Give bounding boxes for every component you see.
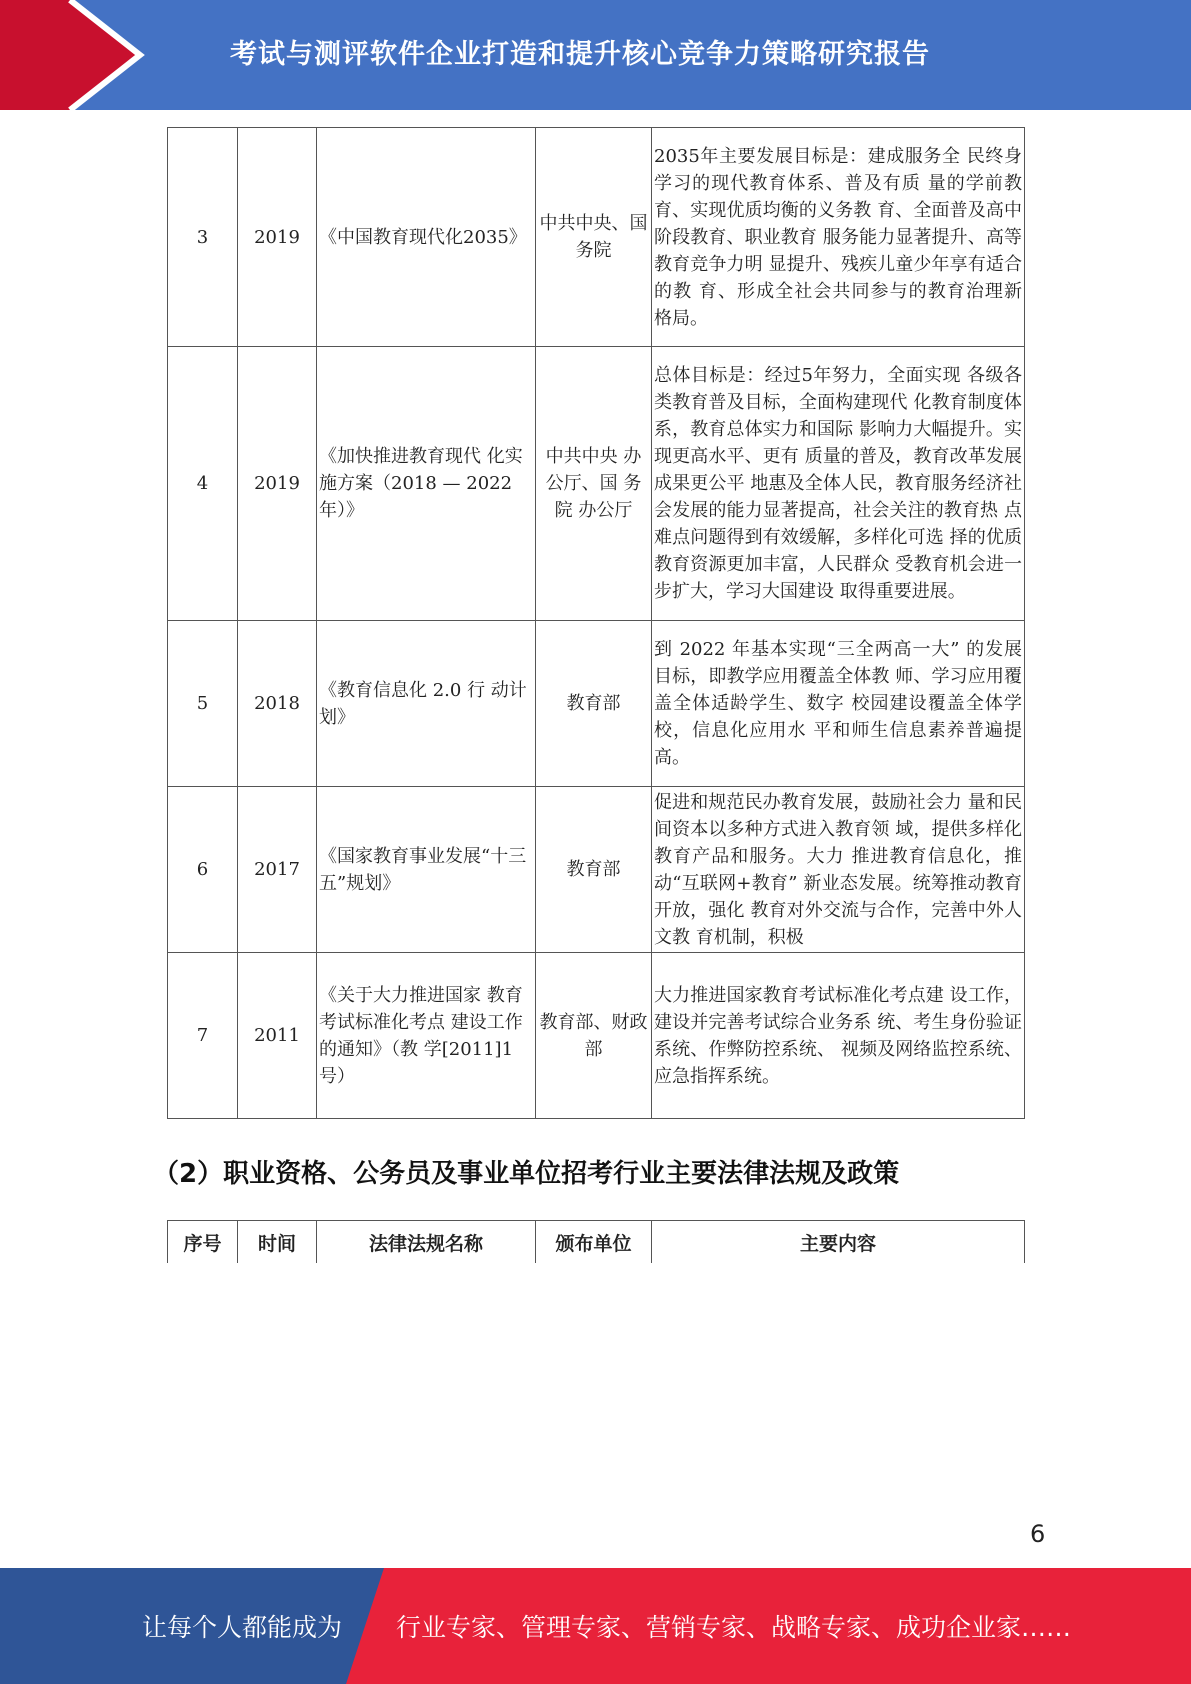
page-number: 6 xyxy=(1030,1520,1046,1548)
column-header-name: 法律法规名称 xyxy=(317,1221,536,1264)
table-row xyxy=(168,621,1025,787)
policy-name: 《教育信息化 2.0 行 动计划》 xyxy=(317,621,536,787)
policy-issuer: 中共中央 办公厅、国 务院 办公厅 xyxy=(536,347,652,621)
report-title: 考试与测评软件企业打造和提升核心竞争力策略研究报告 xyxy=(230,39,930,70)
row-year: 2019 xyxy=(238,347,317,621)
policy-content: 到 2022 年基本实现“三全两高一大” 的发展目标，即教学应用覆盖全体教 师、学习应用覆盖全体适龄学生、数字 校园建设覆盖全体学校，信息化应用水 平和师生信息素养普遍提高。 xyxy=(652,621,1025,787)
policy-name: 《加快推进教育现代 化实施方案（2018 — 2022年）》 xyxy=(317,347,536,621)
policy-issuer: 教育部、财政部 xyxy=(536,953,652,1119)
row-number: 7 xyxy=(168,953,238,1119)
column-header-issuer: 颁布单位 xyxy=(536,1221,652,1264)
row-number: 3 xyxy=(168,128,238,347)
footer-slogan-left: 让每个人都能成为 xyxy=(142,1613,343,1642)
table-row xyxy=(168,953,1025,1119)
table-row xyxy=(168,347,1025,621)
footer-slogan-right: 行业专家、管理专家、营销专家、战略专家、成功企业家…… xyxy=(396,1613,1072,1642)
header-row xyxy=(168,1221,1025,1264)
row-year: 2018 xyxy=(238,621,317,787)
page-footer xyxy=(0,1568,1191,1684)
law-policy-table-header xyxy=(167,1220,1025,1263)
row-year: 2011 xyxy=(238,953,317,1119)
table-row xyxy=(168,128,1025,347)
policy-issuer: 教育部 xyxy=(536,787,652,953)
table-row xyxy=(168,787,1025,953)
column-header-content: 主要内容 xyxy=(652,1221,1025,1264)
education-policy-table xyxy=(167,127,1025,1119)
row-number: 6 xyxy=(168,787,238,953)
row-number: 4 xyxy=(168,347,238,621)
section-heading: （2）职业资格、公务员及事业单位招考行业主要法律法规及政策 xyxy=(153,1159,900,1189)
policy-name: 《关于大力推进国家 教育考试标准化考点 建设工作的通知》（教 学[2011]1 号） xyxy=(317,953,536,1119)
policy-content: 大力推进国家教育考试标准化考点建 设工作，建设并完善考试综合业务系 统、考生身份验证系统、作弊防控系统、 视频及网络监控系统、应急指挥系统。 xyxy=(652,953,1025,1119)
policy-name: 《国家教育事业发展“十三五”规划》 xyxy=(317,787,536,953)
policy-content: 2035年主要发展目标是：建成服务全 民终身学习的现代教育体系、普及有质 量的学前教育、实现优质均衡的义务教 育、全面普及高中阶段教育、职业教育 服务能力显著提升、高等教育竞争力明 显提升、残疾儿童少年享有适合的教 育、形成全社会共同参与的教育治理新 格局。 xyxy=(652,128,1025,347)
policy-name: 《中国教育现代化2035》 xyxy=(317,128,536,347)
row-year: 2017 xyxy=(238,787,317,953)
page-header xyxy=(0,0,1191,110)
policy-content: 总体目标是：经过5年努力，全面实现 各级各类教育普及目标，全面构建现代 化教育制度体系，教育总体实力和国际 影响力大幅提升。实现更高水平、更有 质量的普及，教育改革发展成果更公平 地惠及全体人民，教育服务经济社会发展的能力显著提高，社会关注的教育热 点难点问题得到有效缓解，多样化可选 择的优质教育资源更加丰富，人民群众 受教育机会进一步扩大，学习大国建设 取得重要进展。 xyxy=(652,347,1025,621)
column-header-number: 序号 xyxy=(168,1221,238,1264)
column-header-time: 时间 xyxy=(238,1221,317,1264)
policy-issuer: 教育部 xyxy=(536,621,652,787)
policy-content: 促进和规范民办教育发展，鼓励社会力 量和民间资本以多种方式进入教育领 域，提供多样化教育产品和服务。大力 推进教育信息化，推动“互联网+教育” 新业态发展。统筹推动教育开放，强化 教育对外交流与合作，完善中外人文教 育机制，积极 xyxy=(652,787,1025,953)
red-arrow-decoration xyxy=(0,0,150,110)
row-year: 2019 xyxy=(238,128,317,347)
row-number: 5 xyxy=(168,621,238,787)
policy-issuer: 中共中央、国务院 xyxy=(536,128,652,347)
